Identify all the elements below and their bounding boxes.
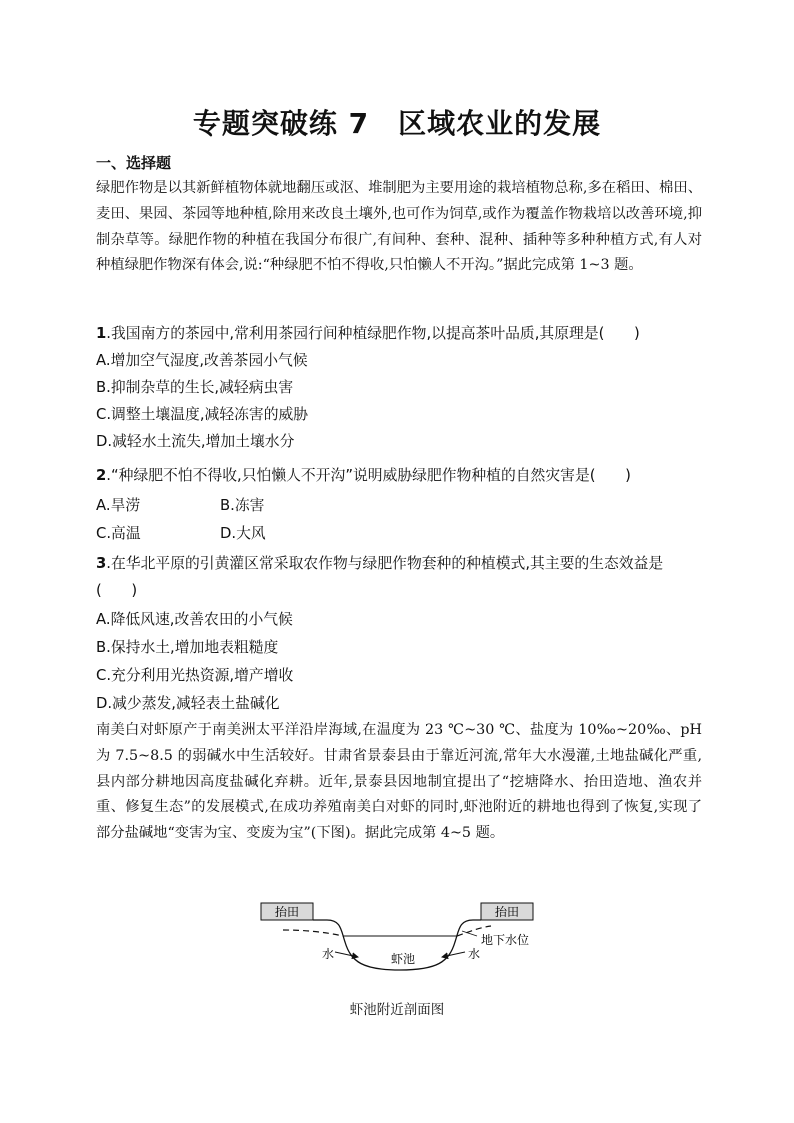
question-stem: .“种绿肥不怕不得收,只怕懒人不开沟”说明威胁绿肥作物种植的自然灾害是( ) [106, 467, 631, 484]
option-1c: C.调整土壤温度,减轻冻害的威胁 [96, 406, 309, 423]
water-arrow-right [442, 952, 465, 957]
water-label-left: 水 [322, 947, 335, 961]
passage-shrimp: 南美白对虾原产于南美洲太平洋沿岸海域,在温度为 23 ℃~30 ℃、盐度为 10‰~20‰、pH 为 7.5~8.5 的弱碱水中生活较好。甘肃省景泰县由于靠近河流,常年大水漫灌,土地盐碱化严重,县内部分耕地因高度盐碱化弃耕。近年,景泰县因地制宜提出了“挖塘降水、抬田造地、渔农并重、修复生态”的发展模式,在成功养殖南美白对虾的同时,虾池附近的耕地也得到了恢复,实现了部分盐碱地“变害为宝、变废为宝”(下图)。据此完成第 4~5 题。 [96, 722, 702, 842]
question-stem: .在华北平原的引黄灌区常采取农作物与绿肥作物套种的种植模式,其主要的生态效益是( ) [96, 555, 664, 599]
question-number: 3 [96, 555, 107, 572]
pond-label: 虾池 [390, 952, 416, 966]
right-field-label: 抬田 [494, 905, 520, 919]
question-number: 1 [96, 325, 107, 342]
section-heading: 一、选择题 [96, 154, 172, 172]
question-2 [96, 462, 702, 489]
question-number: 2 [96, 467, 107, 484]
option-3c: C.充分利用光热资源,增产增收 [96, 667, 294, 684]
question-stem: .我国南方的茶园中,常利用茶园行间种植绿肥作物,以提高茶叶品质,其原理是( ) [106, 325, 640, 342]
groundwater-label: 地下水位 [481, 933, 530, 947]
diagram-caption: 虾池附近剖面图 [349, 1002, 445, 1018]
option-2d: D.大风 [220, 525, 266, 542]
option-3a: A.降低风速,改善农田的小气候 [96, 611, 293, 628]
question-3 [96, 550, 702, 604]
water-arrow-left [335, 952, 358, 957]
option-2a: A.旱涝 [96, 497, 141, 514]
option-3d: D.减少蒸发,减轻表土盐碱化 [96, 695, 280, 712]
option-1b: B.抑制杂草的生长,减轻病虫害 [96, 379, 294, 396]
shrimp-pond-diagram [255, 896, 545, 996]
option-2c: C.高温 [96, 525, 141, 542]
option-2b: B.冻害 [220, 497, 265, 514]
option-1d: D.减轻水土流失,增加土壤水分 [96, 433, 295, 450]
water-label-right: 水 [468, 947, 481, 961]
question-1 [96, 320, 702, 347]
option-3b: B.保持水土,增加地表粗糙度 [96, 639, 279, 656]
option-1a: A.增加空气湿度,改善茶园小气候 [96, 352, 308, 369]
page-title: 专题突破练 7 区域农业的发展 [192, 107, 602, 140]
left-field-label: 抬田 [274, 905, 300, 919]
passage-green-manure: 绿肥作物是以其新鲜植物体就地翻压或沤、堆制肥为主要用途的栽培植物总称,多在稻田、棉田、麦田、果园、茶园等地种植,除用来改良土壤外,也可作为饲草,或作为覆盖作物栽培以改善环境,抑制杂草等。绿肥作物的种植在我国分布很广,有间种、套种、混种、插种等多种种植方式,有人对种植绿肥作物深有体会,说:“种绿肥不怕不得收,只怕懒人不开沟。”据此完成第 1~3 题。 [96, 180, 702, 274]
